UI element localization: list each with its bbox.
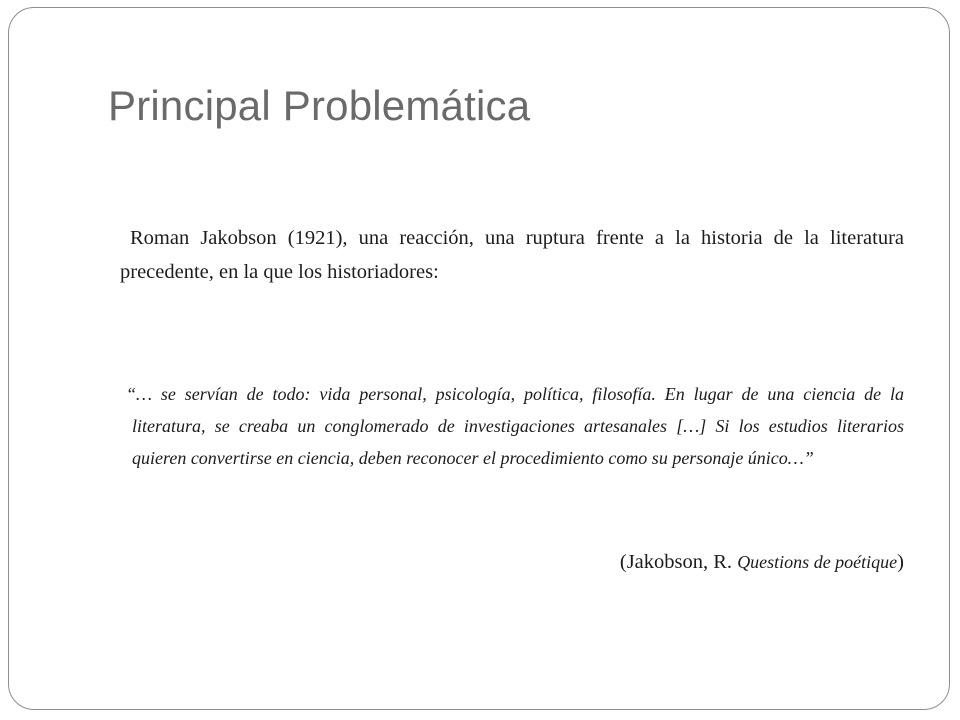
- quote-paragraph: “… se servían de todo: vida personal, psicología, política, filosofía. En lugar de una ciencia de la literatura, se creaba un conglomerado de investigaciones artesanales […] Si los estudios literarios quieren convertirse en ciencia, deben reconocer el procedimiento como su personaje único…”: [126, 384, 904, 468]
- intro-paragraph: Roman Jakobson (1921), una reacción, una ruptura frente a la historia de la literatura precedente, en la que los historiadores:: [120, 227, 904, 283]
- citation-work-title: Questions de poétique: [737, 552, 898, 572]
- citation: [620, 551, 904, 574]
- slide-title: Principal Problemática: [108, 82, 531, 129]
- citation-author: (Jakobson, R.: [619, 551, 738, 573]
- citation-close: ): [897, 551, 904, 573]
